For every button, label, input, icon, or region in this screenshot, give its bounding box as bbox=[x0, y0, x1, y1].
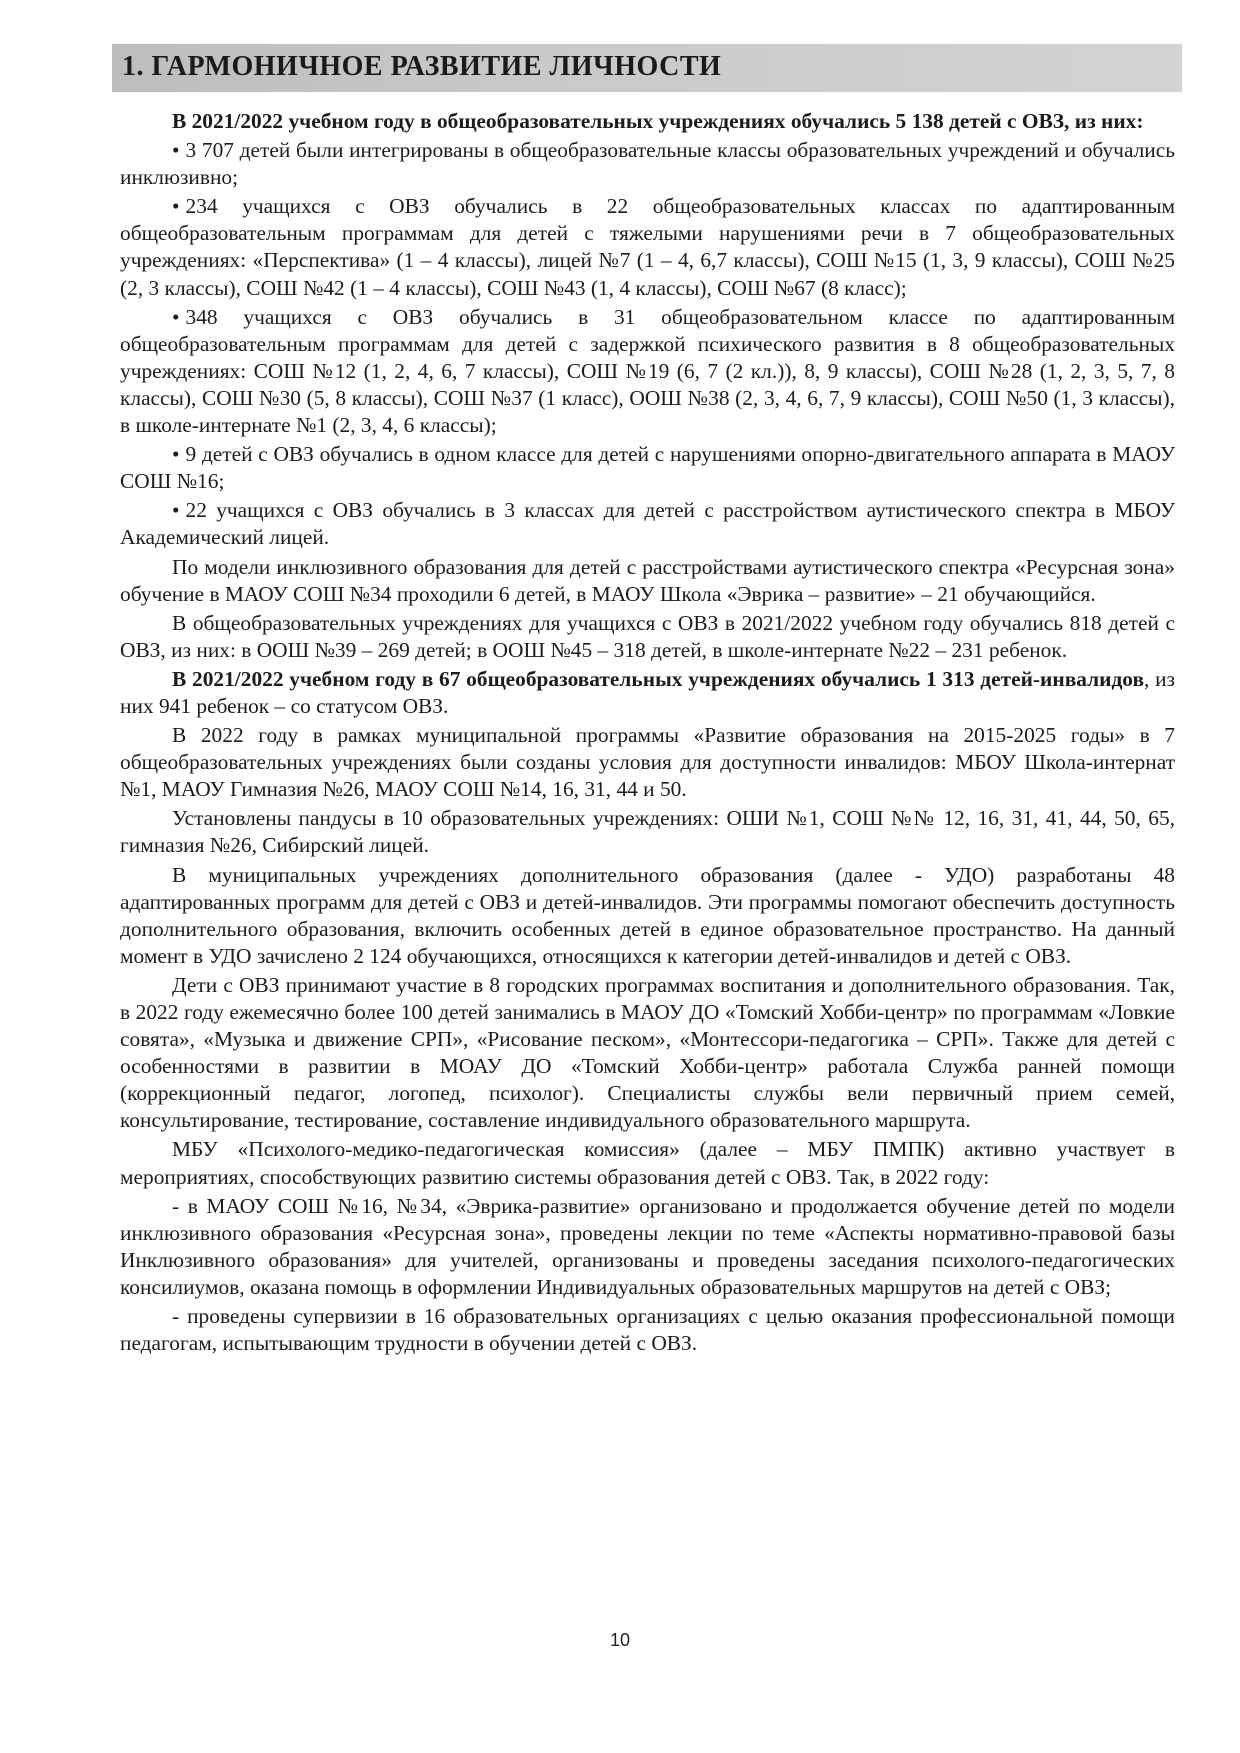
list-item bbox=[120, 193, 1175, 301]
list-item-text: 9 детей с ОВЗ обучались в одном классе для детей с нарушениями опорно-двигательного аппарата в МАОУ СОШ №16; bbox=[120, 442, 1175, 494]
paragraph-resource-zone: По модели инклюзивного образования для детей с расстройствами аутистического спектра «Ресурсная зона» обучение в МАОУ СОШ №34 проходили 6 детей, в МАОУ Школа «Эврика – развитие» – 21 обучающийся. bbox=[120, 554, 1175, 606]
list-item-text: 22 учащихся с ОВЗ обучались в 3 классах для детей с расстройством аутистического спектра в МБОУ Академический лицей. bbox=[120, 498, 1175, 550]
bullet-icon: • bbox=[172, 498, 180, 523]
paragraph-disabled-children-bold: В 2021/2022 учебном году в 67 общеобразовательных учреждениях обучались 1 313 детей-инвалидов bbox=[172, 666, 1144, 691]
paragraph-pmpk-item-1: - в МАОУ СОШ №16, №34, «Эврика-развитие» организовано и продолжается обучение детей по модели инклюзивного образования «Ресурсная зона», проведены лекции по теме «Аспекты нормативно-правовой базы Инклюзивного образования» для учителей, организованы и проведены заседания психолого-педагогических консилиумов, оказана помощь в оформлении Индивидуальных образовательных маршрутов на детей с ОВЗ; bbox=[120, 1193, 1175, 1299]
paragraph-hobby-center: Дети с ОВЗ принимают участие в 8 городских программах воспитания и дополнительного образования. Так, в 2022 году ежемесячно более 100 детей занимались в МАОУ ДО «Томский Хобби-центр» по программам «Ловкие совята», «Музыка и движение СРП», «Рисование песком», «Монтессори-педагогика – СРП». Также для детей с особенностями в развитии в МОАУ ДО «Томский Хобби-центр» работала Служба ранней помощи (коррекционный педагог, логопед, психолог). Специалисты службы вели первичный прием семей, консультирование, тестирование, составление индивидуального образовательного маршрута. bbox=[120, 972, 1175, 1133]
paragraph-pmpk-item-2: - проведены супервизии в 16 образовательных организациях с целью оказания профессиональной помощи педагогам, испытывающим трудности в обучении детей с ОВЗ. bbox=[120, 1304, 1175, 1356]
list-item-text: 234 учащихся с ОВЗ обучались в 22 общеобразовательных классах по адаптированным общеобразовательным программам для детей с тяжелыми нарушениями речи в 7 общеобразовательных учреждениях: «Перспектива» (1 – 4 классы), лицей №7 (1 – 4, 6,7 классы), СОШ №15 (1, 3, 9 классы), СОШ №25 (2, 3 классы), СОШ №42 (1 – 4 классы), СОШ №43 (1, 4 классы), СОШ №67 (8 класс); bbox=[120, 194, 1175, 300]
bullet-icon: • bbox=[172, 442, 180, 467]
paragraph-ramps: Установлены пандусы в 10 образовательных учреждениях: ОШИ №1, СОШ №№ 12, 16, 31, 41, 44, 50, 65, гимназия №26, Сибирский лицей. bbox=[120, 806, 1175, 858]
paragraph-pmpk: МБУ «Психолого-медико-педагогическая комиссия» (далее – МБУ ПМПК) активно участвует в мероприятиях, способствующих развитию системы образования детей с ОВЗ. Так, в 2022 году: bbox=[120, 1137, 1175, 1189]
bullet-icon: • bbox=[172, 304, 180, 329]
paragraph-disabled-children bbox=[120, 666, 1175, 720]
document-body bbox=[120, 108, 1175, 1357]
section-title: 1. ГАРМОНИЧНОЕ РАЗВИТИЕ ЛИЧНОСТИ bbox=[122, 51, 722, 82]
list-item-text: 348 учащихся с ОВЗ обучались в 31 общеобразовательном классе по адаптированным общеобразовательным программам для детей с задержкой психического развития в 8 общеобразовательных учреждениях: СОШ №12 (1, 2, 4, 6, 7 классы), СОШ №19 (6, 7 (2 кл.)), 8, 9 классы), СОШ №28 (1, 2, 3, 5, 7, 8 классы), СОШ №30 (5, 8 классы), СОШ №37 (1 класс), ООШ №38 (2, 3, 4, 6, 7, 9 классы), СОШ №50 (1, 3 классы), в школе-интернате №1 (2, 3, 4, 6 классы); bbox=[120, 304, 1175, 438]
paragraph-intro: В 2021/2022 учебном году в общеобразовательных учреждениях обучались 5 138 детей с ОВЗ, из них: bbox=[172, 109, 1144, 133]
list-item bbox=[120, 497, 1175, 551]
paragraph-accessibility: В 2022 году в рамках муниципальной программы «Развитие образования на 2015-2025 годы» в 7 общеобразовательных учреждениях были созданы условия для доступности инвалидов: МБОУ Школа-интернат №1, МАОУ Гимназия №26, МАОУ СОШ №14, 16, 31, 44 и 50. bbox=[120, 723, 1175, 802]
list-item bbox=[120, 304, 1175, 439]
list-item bbox=[120, 137, 1175, 191]
bullet-icon: • bbox=[172, 138, 180, 163]
list-item bbox=[120, 441, 1175, 495]
bullet-icon: • bbox=[172, 194, 180, 219]
page-number: 10 bbox=[609, 1630, 631, 1650]
paragraph-special-schools: В общеобразовательных учреждениях для учащихся с ОВЗ в 2021/2022 учебном году обучались 818 детей с ОВЗ, из них: в ООШ №39 – 269 детей; в ООШ №45 – 318 детей, в школе-интернате №22 – 231 ребенок. bbox=[120, 610, 1175, 662]
paragraph-disabled-children-rest: , из них 941 ребенок – со статусом ОВЗ. bbox=[120, 666, 1176, 718]
list-item-text: 3 707 детей были интегрированы в общеобразовательные классы образовательных учреждений и обучались инклюзивно; bbox=[120, 138, 1175, 190]
paragraph-additional-education: В муниципальных учреждениях дополнительного образования (далее - УДО) разработаны 48 адаптированных программ для детей с ОВЗ и детей-инвалидов. Эти программы помогают обеспечить доступность дополнительного образования, включить особенных детей в единое образовательное пространство. На данный момент в УДО зачислено 2 124 обучающихся, относящихся к категории детей-инвалидов и детей с ОВЗ. bbox=[120, 862, 1175, 968]
section-header bbox=[112, 44, 1182, 92]
